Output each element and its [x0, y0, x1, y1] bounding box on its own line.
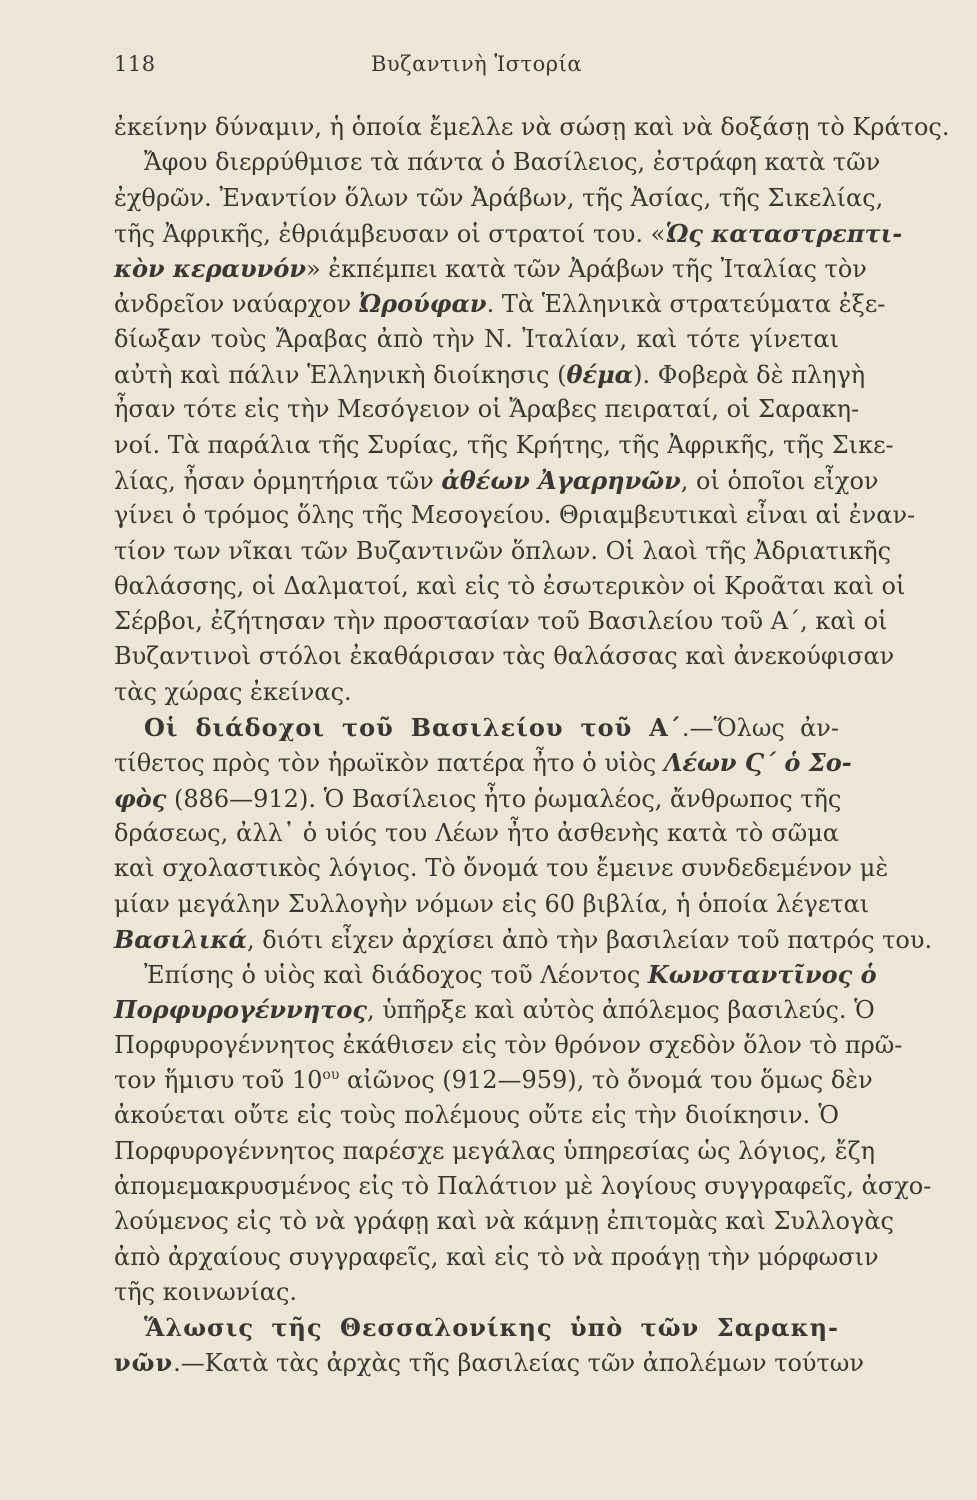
text-line	[114, 534, 892, 569]
text-segment: θαλάσσης, οἱ Δαλματοί, καὶ εἰς τὸ ἐσωτερικὸν οἱ Κροᾶται καὶ οἱ	[114, 571, 906, 600]
text-segment: .—Κατὰ τὰς ἀρχὰς τῆς βασιλείας τῶν ἀπολέμων τούτων	[173, 1349, 864, 1378]
emphasis-text: Πορφυρογέννητος	[114, 995, 367, 1025]
text-segment: τῆς κοινωνίας.	[114, 1277, 298, 1306]
text-line	[114, 604, 888, 639]
text-line	[114, 816, 839, 851]
text-segment: τὰς χώρας ἐκείνας.	[114, 677, 352, 706]
text-segment: ἦσαν τότε εἰς τὴν Μεσόγειον οἱ Ἄραβες πειραταί, οἱ Σαρακη-	[114, 395, 860, 424]
text-line	[114, 145, 881, 180]
text-line	[114, 922, 933, 957]
text-segment: Βυζαντινοὶ στόλοι ἐκαθάρισαν τὰς θαλάσσας καὶ ἀνεκούφισαν	[114, 642, 895, 671]
text-line	[114, 781, 842, 816]
section-heading: νῶν	[114, 1348, 174, 1378]
text-line	[114, 957, 877, 992]
text-segment: » ἐκπέμπει κατὰ τῶν Ἀράβων τῆς Ἰταλίας τὸν	[305, 255, 867, 284]
text-segment: , διότι εἶχεν ἀρχίσει ἀπὸ τὴν βασιλείαν τοῦ πατρός του.	[246, 925, 933, 954]
text-segment: γίνει ὁ τρόμος ὅλης τῆς Μεσογείου. Θριαμβευτικαὶ εἶναι αἱ ἐναν-	[114, 501, 916, 530]
text-line	[114, 675, 839, 710]
text-line	[114, 992, 875, 1027]
emphasis-text: θέμα	[566, 360, 634, 390]
emphasis-text: Ὠρούφαν	[358, 289, 487, 319]
section-heading: Οἱ διάδοχοι τοῦ Βασιλείου τοῦ Α΄	[144, 713, 682, 743]
text-line	[114, 1169, 932, 1204]
text-segment: ου	[322, 1067, 340, 1084]
text-segment: ). Φοβερὰ δὲ πληγὴ	[633, 361, 866, 390]
text-line	[114, 322, 839, 357]
text-line	[114, 1134, 875, 1169]
text-line	[114, 1345, 864, 1380]
text-segment: , οἱ ὁποῖοι εἶχον	[680, 466, 879, 495]
text-segment: τίθετος πρὸς τὸν ἡρωϊκὸν πατέρα ἦτο ὁ υἱὸς	[114, 749, 664, 778]
text-segment: ἀπομεμακρυσμένος εἰς τὸ Παλάτιον μὲ λογίους συγγραφεῖς, ἀσχο-	[114, 1171, 932, 1200]
emphasis-text: φὸς	[114, 783, 167, 813]
text-segment: . Τὰ Ἑλληνικὰ στρατεύματα ἐξε-	[486, 290, 886, 319]
text-segment: λούμενος εἰς τὸ νὰ γράφῃ καὶ νὰ κάμνῃ ἐπιτομὰς καὶ Συλλογὰς	[114, 1207, 894, 1236]
text-line	[114, 1310, 839, 1345]
text-segment: αἰῶνος (912—959), τὸ ὄνομά του ὅμως δὲν	[339, 1066, 873, 1095]
text-line	[114, 569, 906, 604]
text-segment: , ὑπῆρξε καὶ αὐτὸς ἀπόλεμος βασιλεύς. Ὁ	[366, 996, 875, 1025]
text-line	[114, 428, 894, 463]
text-line	[114, 710, 839, 745]
text-line	[114, 745, 852, 780]
text-line	[114, 216, 903, 251]
text-segment: καὶ σχολαστικὸς λόγιος. Τὸ ὄνομά του ἔμεινε συνδεδεμένον μὲ	[114, 854, 889, 883]
text-segment: Πορφυρογέννητος παρέσχε μεγάλας ὑπηρεσίας ὡς λόγιος, ἔζη	[114, 1136, 875, 1165]
text-line	[114, 251, 867, 286]
text-segment: Πορφυρογέννητος ἐκάθισεν εἰς τὸν θρόνον σχεδὸν ὅλον τὸ πρῶ-	[114, 1030, 903, 1059]
text-line	[114, 1275, 839, 1310]
text-segment: ἐχθρῶν. Ἐναντίον ὅλων τῶν Ἀράβων, τῆς Ἀσίας, τῆς Σικελίας,	[114, 183, 884, 212]
text-segment: (886—912). Ὁ Βασίλειος ἦτο ῥωμαλέος, ἄνθρωπος τῆς	[166, 784, 842, 813]
section-heading: Ἅλωσις τῆς Θεσσαλονίκης ὑπὸ τῶν Σαρακη-	[144, 1313, 839, 1343]
text-segment: ἀνδρεῖον ναύαρχον	[114, 290, 359, 319]
text-segment: Σέρβοι, ἐζήτησαν τὴν προστασίαν τοῦ Βασιλείου τοῦ Α΄, καὶ οἱ	[114, 607, 888, 636]
text-line	[114, 639, 895, 674]
text-segment: λίας, ἦσαν ὁρμητήρια τῶν	[114, 466, 442, 495]
text-segment: τῆς Ἀφρικῆς, ἐθριάμβευσαν οἱ στρατοί του. «	[114, 219, 666, 248]
text-line	[114, 1240, 879, 1275]
text-segment: μίαν μεγάλην Συλλογὴν νόμων εἰς 60 βιβλία, ἡ ὁποία λέγεται	[114, 889, 870, 918]
text-line	[114, 357, 866, 392]
text-segment: νοί. Τὰ παράλια τῆς Συρίας, τῆς Κρήτης, τῆς Ἀφρικῆς, τῆς Σικε-	[114, 430, 894, 459]
text-segment: δράσεως, ἀλλ᾽ ὁ υἱός του Λέων ἦτο ἀσθενὴς κατὰ τὸ σῶμα	[114, 818, 839, 847]
text-line	[114, 286, 886, 321]
emphasis-text: Κωνσταντῖνος ὁ	[647, 960, 877, 990]
emphasis-text: Ὡς καταστρεπτι-	[665, 218, 903, 248]
text-segment: Ἄφου διερρύθμισε τὰ πάντα ὁ Βασίλειος, ἐστράφη κατὰ τῶν	[144, 148, 881, 177]
text-line	[114, 1098, 839, 1133]
text-line	[114, 110, 950, 145]
text-segment: ἀπὸ ἀρχαίους συγγραφεῖς, καὶ εἰς τὸ νὰ προάγῃ τὴν μόρφωσιν	[114, 1242, 879, 1271]
text-line	[114, 887, 870, 922]
running-title: Βυζαντινὴ Ἱστορία	[370, 52, 582, 76]
text-line	[114, 1063, 873, 1098]
text-segment: τίον των νῖκαι τῶν Βυζαντινῶν ὅπλων. Οἱ λαοὶ τῆς Ἀδριατικῆς	[114, 536, 892, 565]
text-line	[114, 1204, 894, 1239]
text-line	[114, 1028, 903, 1063]
text-segment: δίωξαν τοὺς Ἄραβας ἀπὸ τὴν Ν. Ἰταλίαν, καὶ τότε γίνεται	[114, 324, 839, 353]
text-segment: αὐτὴ καὶ πάλιν Ἑλληνικὴ διοίκησις (	[114, 361, 567, 390]
text-segment: Ἐπίσης ὁ υἱὸς καὶ διάδοχος τοῦ Λέοντος	[144, 961, 648, 990]
text-line	[114, 851, 889, 886]
page-number: 118	[114, 52, 156, 76]
text-segment: ἀκούεται οὔτε εἰς τοὺς πολέμους οὔτε εἰς τὴν διοίκησιν. Ὁ	[114, 1101, 839, 1130]
text-line	[114, 392, 860, 427]
emphasis-text: Βασιλικά	[114, 924, 247, 954]
text-line	[114, 181, 884, 216]
text-segment: τον ἥμισυ τοῦ 10	[114, 1066, 323, 1095]
emphasis-text: ἀθέων Ἀγαρηνῶν	[441, 465, 681, 495]
page-header	[114, 52, 839, 88]
text-line	[114, 463, 879, 498]
body-text	[114, 110, 950, 1381]
emphasis-text: κὸν κεραυνόν	[114, 254, 306, 284]
text-segment: ἐκείνην δύναμιν, ἡ ὁποία ἔμελλε νὰ σώσῃ καὶ νὰ δοξάσῃ τὸ Κράτος.	[114, 113, 950, 141]
text-line	[114, 498, 916, 533]
text-segment: .—Ὅλως ἀν-	[681, 714, 839, 743]
emphasis-text: Λέων Ϛ΄ ὁ Σο-	[663, 748, 852, 778]
